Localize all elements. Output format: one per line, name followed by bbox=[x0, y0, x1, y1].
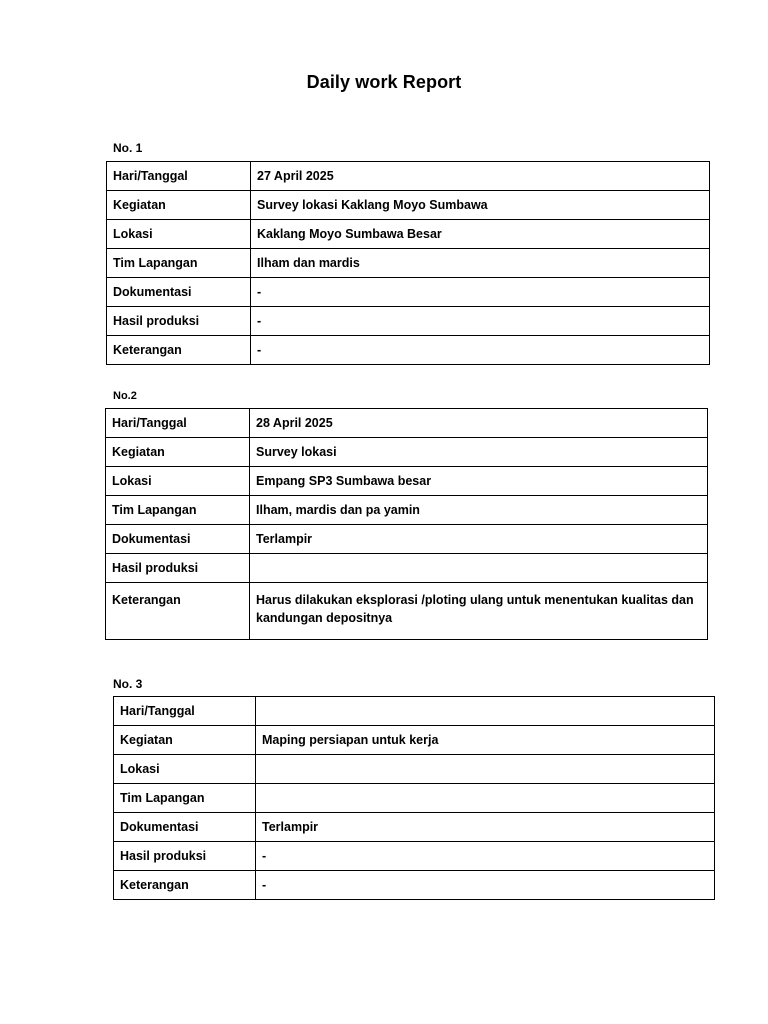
row-value: 28 April 2025 bbox=[250, 409, 708, 438]
row-label: Lokasi bbox=[107, 220, 251, 249]
row-value: Survey lokasi bbox=[250, 438, 708, 467]
table-row bbox=[107, 278, 710, 307]
row-value: - bbox=[251, 307, 710, 336]
row-label: Hasil produksi bbox=[107, 307, 251, 336]
row-value: Empang SP3 Sumbawa besar bbox=[250, 467, 708, 496]
row-label: Kegiatan bbox=[107, 191, 251, 220]
row-value: - bbox=[256, 842, 715, 871]
table-row bbox=[107, 220, 710, 249]
table-row bbox=[106, 583, 708, 640]
row-label: Tim Lapangan bbox=[106, 496, 250, 525]
page-title: Daily work Report bbox=[306, 72, 462, 92]
row-value bbox=[256, 697, 715, 726]
row-value: - bbox=[251, 336, 710, 365]
row-label: Kegiatan bbox=[114, 726, 256, 755]
table-row bbox=[114, 813, 715, 842]
table-row bbox=[106, 525, 708, 554]
row-label: Keterangan bbox=[107, 336, 251, 365]
table-row bbox=[107, 307, 710, 336]
row-label: Hari/Tanggal bbox=[107, 162, 251, 191]
table-row bbox=[106, 496, 708, 525]
row-value: Terlampir bbox=[256, 813, 715, 842]
report-number: No.2 bbox=[113, 390, 137, 402]
table-row bbox=[107, 162, 710, 191]
table-row bbox=[106, 409, 708, 438]
report-number: No. 3 bbox=[113, 677, 143, 691]
row-label: Hari/Tanggal bbox=[114, 697, 256, 726]
row-value: Ilham, mardis dan pa yamin bbox=[250, 496, 708, 525]
row-value bbox=[256, 755, 715, 784]
report-number: No. 1 bbox=[113, 141, 143, 155]
row-label: Dokumentasi bbox=[106, 525, 250, 554]
table-row bbox=[106, 467, 708, 496]
row-label: Dokumentasi bbox=[107, 278, 251, 307]
row-value: Terlampir bbox=[250, 525, 708, 554]
table-row bbox=[114, 784, 715, 813]
row-label: Tim Lapangan bbox=[114, 784, 256, 813]
row-value: Survey lokasi Kaklang Moyo Sumbawa bbox=[251, 191, 710, 220]
row-value: Kaklang Moyo Sumbawa Besar bbox=[251, 220, 710, 249]
table-row bbox=[114, 697, 715, 726]
row-label: Kegiatan bbox=[106, 438, 250, 467]
table-row bbox=[114, 755, 715, 784]
table-row bbox=[106, 554, 708, 583]
report-table bbox=[113, 696, 715, 900]
row-label: Hasil produksi bbox=[106, 554, 250, 583]
row-label: Lokasi bbox=[106, 467, 250, 496]
table-row bbox=[114, 842, 715, 871]
row-value: 27 April 2025 bbox=[251, 162, 710, 191]
row-label: Lokasi bbox=[114, 755, 256, 784]
table-row bbox=[106, 438, 708, 467]
row-value: Ilham dan mardis bbox=[251, 249, 710, 278]
table-row bbox=[114, 871, 715, 900]
report-table bbox=[105, 408, 708, 640]
table-row bbox=[107, 336, 710, 365]
table-row bbox=[107, 249, 710, 278]
row-value: Maping persiapan untuk kerja bbox=[256, 726, 715, 755]
row-value: - bbox=[251, 278, 710, 307]
row-label: Hasil produksi bbox=[114, 842, 256, 871]
row-label: Keterangan bbox=[114, 871, 256, 900]
table-row bbox=[107, 191, 710, 220]
row-value bbox=[256, 784, 715, 813]
row-value bbox=[250, 554, 708, 583]
row-label: Dokumentasi bbox=[114, 813, 256, 842]
row-label: Tim Lapangan bbox=[107, 249, 251, 278]
report-table bbox=[106, 161, 710, 365]
row-label: Hari/Tanggal bbox=[106, 409, 250, 438]
row-value: - bbox=[256, 871, 715, 900]
row-value: Harus dilakukan eksplorasi /ploting ulang untuk menentukan kualitas dan kandungan depositnya bbox=[250, 583, 708, 640]
table-row bbox=[114, 726, 715, 755]
row-label: Keterangan bbox=[106, 583, 250, 640]
